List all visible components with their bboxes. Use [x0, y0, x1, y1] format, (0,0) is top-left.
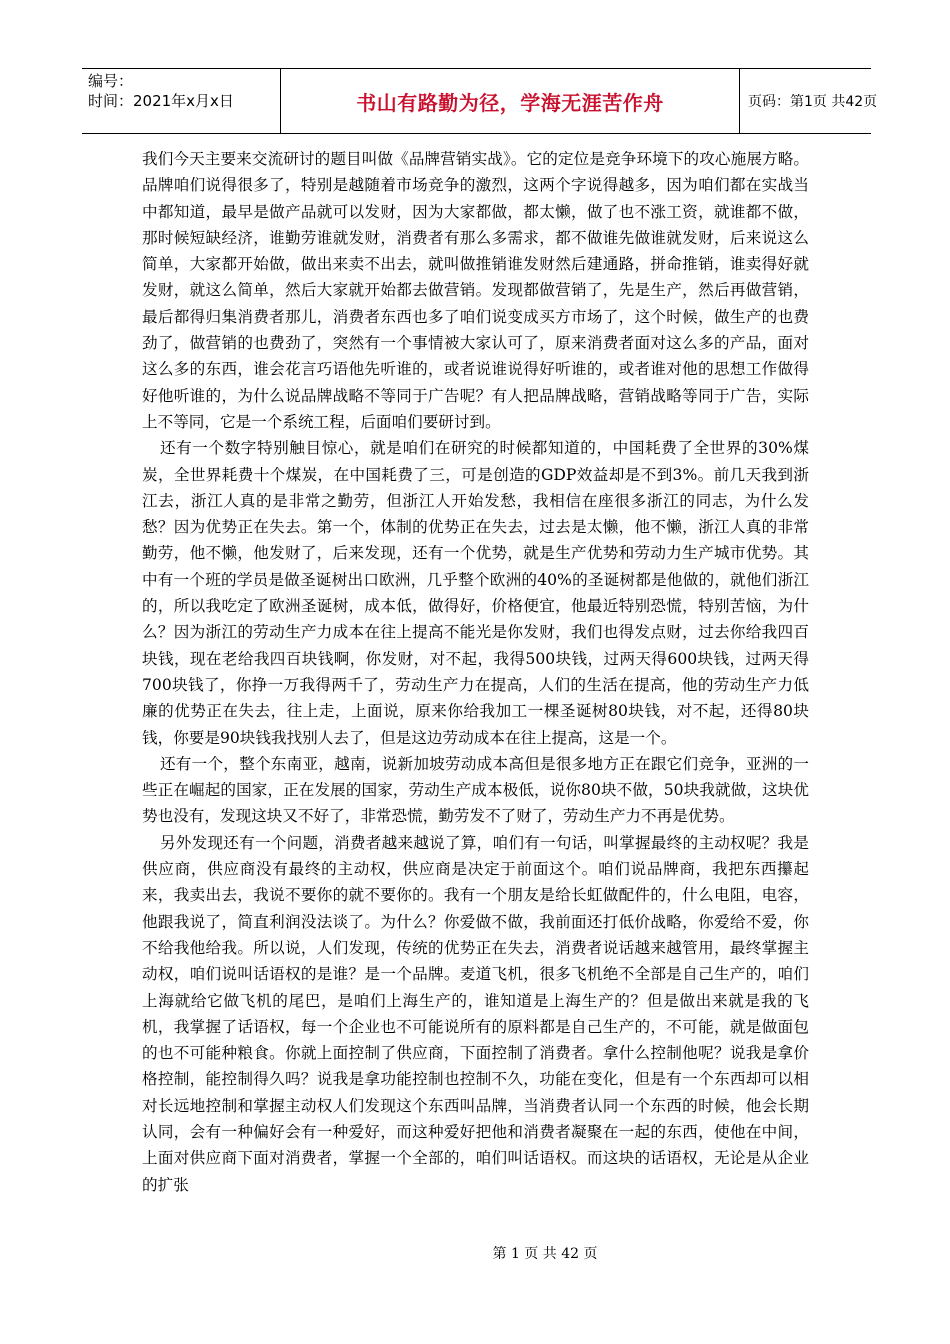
header-page-number: 页码：第1页 共42页 [748, 94, 878, 110]
document-date-label: 时间：2021年x月x日 [88, 92, 234, 110]
body-paragraph: 另外发现还有一个问题，消费者越来越说了算，咱们有一句话，叫掌握最终的主动权呢？我是供应商，供应商没有最终的主动权，供应商是决定于前面这个。咱们说品牌商，我把东西攥起来，我卖出去，我说不要你的就不要你的。我有一个朋友是给长虹做配件的，什么电阻，电容，他跟我说了，简直利润没法谈了。为什么？你爱做不做，我前面还打低价战略，你爱给不爱，你不给我他给我。所以说，人们发现，传统的优势正在失去，消费者说话越来越管用，最终掌握主动权，咱们说叫话语权的是谁？是一个品牌。麦道飞机，很多飞机绝不全部是自己生产的，咱们上海就给它做飞机的尾巴，是咱们上海生产的，谁知道是上海生产的？但是做出来就是我的飞机，我掌握了话语权，每一个企业也不可能说所有的原料都是自己生产的，不可能，就是做面包的也不可能种粮食。你就上面控制了供应商，下面控制了消费者。拿什么控制他呢？说我是拿价格控制，能控制得久吗？说我是拿功能控制也控制不久，功能在变化，但是有一个东西却可以相对长远地控制和掌握主动权人们发现这个东西叫品牌，当消费者认同一个东西的时候，他会长期认同，会有一种偏好会有一种爱好，而这种爱好把他和消费者凝聚在一起的东西，使他在中间，上面对供应商下面对消费者，掌握一个全部的，咱们叫话语权。而这块的话语权，无论是从企业的扩张 [142, 833, 809, 1194]
footer-page-number: 第 1 页 共 42 页 [492, 1246, 598, 1262]
header-motto: 书山有路勤为径，学海无涯苦作舟 [356, 90, 664, 115]
header-page-cell [740, 69, 878, 133]
document-body [142, 146, 809, 1198]
body-paragraph: 还有一个数字特别触目惊心，就是咱们在研究的时候都知道的，中国耗费了全世界的30%煤炭，全世界耗费十个煤炭，在中国耗费了三，可是创造的GDP效益却是不到3%。前几天我到浙江去，浙江人真的是非常之勤劳，但浙江人开始发愁，我相信在座很多浙江的同志，为什么发愁？因为优势正在失去。第一个，体制的优势正在失去，过去是太懒，他不懒，浙江人真的非常勤劳，他不懒，他发财了，后来发现，还有一个优势，就是生产优势和劳动力生产城市优势。其中有一个班的学员是做圣诞树出口欧洲，几乎整个欧洲的40%的圣诞树都是他做的，就他们浙江的，所以我吃定了欧洲圣诞树，成本低，做得好，价格便宜，他最近特别恐慌，特别苦恼，为什么？因为浙江的劳动生产力成本在往上提高不能光是你发财，我们也得发点财，过去你给我四百块钱，现在老给我四百块钱啊，你发财，对不起，我得500块钱，过两天得600块钱，过两天得700块钱了，你挣一万我得两千了，劳动生产力在提高，人们的生活在提高，他的劳动生产力低廉的优势正在失去，往上走，上面说，原来你给我加工一棵圣诞树80块钱，对不起，还得80块钱，你要是90块钱我找别人去了，但是这边劳动成本在往上提高，这是一个。 [142, 439, 809, 747]
body-paragraph: 还有一个，整个东南亚，越南，说新加坡劳动成本高但是很多地方正在跟它们竞争，亚洲的一些正在崛起的国家，正在发展的国家，劳动生产成本极低，说你80块不做，50块我就做，这块优势也没有，发现这块又不好了，非常恐慌，勤劳发不了财了，劳动生产力不再是优势。 [142, 754, 809, 826]
body-paragraph: 我们今天主要来交流研讨的题目叫做《品牌营销实战》。它的定位是竞争环境下的攻心施展方略。品牌咱们说得很多了，特别是越随着市场竞争的激烈，这两个字说得越多，因为咱们都在实战当中都知道，最早是做产品就可以发财，因为大家都做，都太懒，做了也不涨工资，就谁都不做，那时候短缺经济，谁勤劳谁就发财，消费者有那么多需求，都不做谁先做谁就发财，后来说这么简单，大家都开始做，做出来卖不出去，就叫做推销谁发财然后建通路，拼命推销，谁卖得好就发财，就这么简单，然后大家就开始都去做营销。发现都做营销了，先是生产，然后再做营销，最后都得归集消费者那儿，消费者东西也多了咱们说变成买方市场了，这个时候，做生产的也费劲了，做营销的也费劲了，突然有一个事情被大家认可了，原来消费者面对这么多的产品，面对这么多的东西，谁会花言巧语他先听谁的，或者说谁说得好听谁的，或者谁对他的思想工作做得好他听谁的，为什么说品牌战略不等同于广告呢？有人把品牌战略，营销战略等同于广告，实际上不等同，它是一个系统工程，后面咱们要研讨到。 [142, 150, 809, 431]
header-motto-cell [281, 69, 740, 133]
page-header [82, 68, 878, 134]
document-number-label: 编号： [88, 72, 134, 90]
page-footer [0, 1243, 950, 1263]
header-meta [82, 69, 281, 133]
